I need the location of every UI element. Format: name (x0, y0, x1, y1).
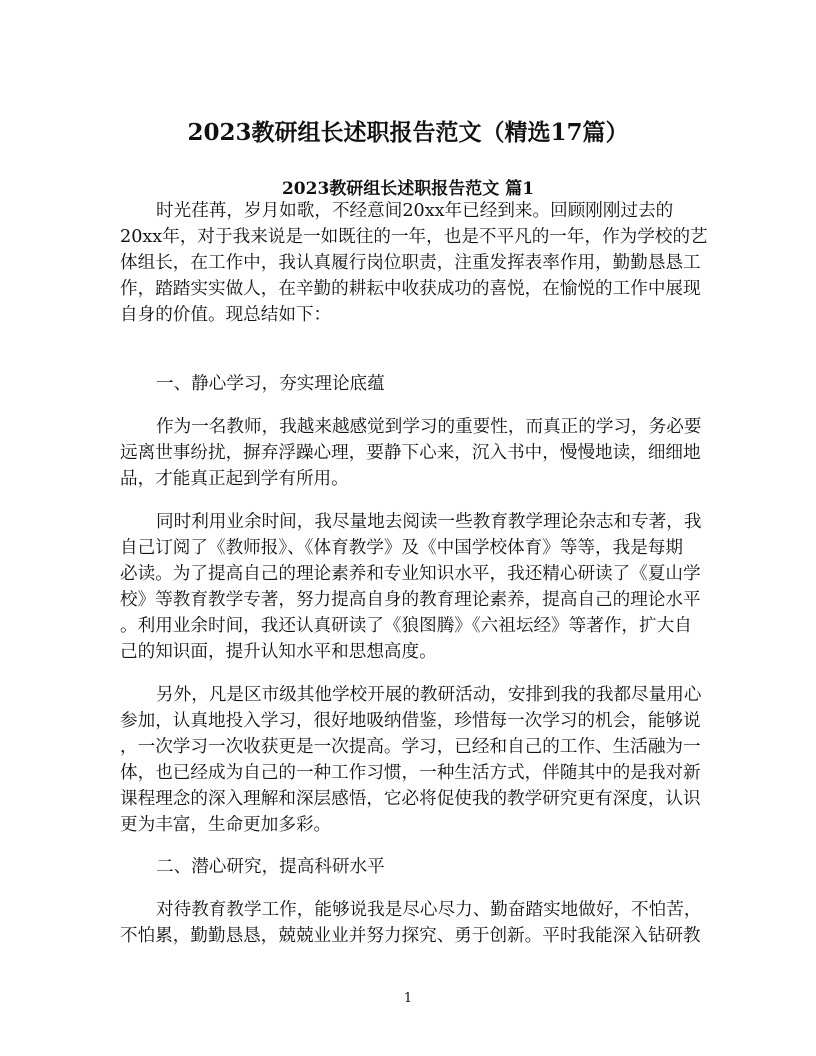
text-line: 校》等教育教学专著，努力提高自身的教育理论素养，提高自己的理论水平 (120, 590, 701, 610)
text-line: 对待教育教学工作，能够说我是尽心尽力、勤奋踏实地做好，不怕苦， (156, 900, 702, 920)
text-line: 不怕累，勤勤恳恳，兢兢业业并努力探究、勇于创新。平时我能深入钻研教 (120, 926, 701, 946)
text-line: 另外，凡是区市级其他学校开展的教研活动，安排到我的我都尽量用心 (156, 685, 702, 705)
text-line: 远离世事纷扰，摒弃浮躁心理，要静下心来，沉入书中，慢慢地读，细细地 (120, 443, 701, 463)
document-title: 2023教研组长述职报告范文（精选17篇） (187, 119, 629, 146)
heading-2 (120, 854, 710, 880)
text-line: 。利用业余时间，我还认真研读了《狼图腾》《六祖坛经》等著作，扩大自 (120, 616, 692, 636)
text-line: 二、潜心研究，提高科研水平 (156, 857, 385, 877)
text-line: 作，踏踏实实做人，在辛勤的耕耘中收获成功的喜悦，在愉悦的工作中展现 (120, 279, 701, 299)
text-line: 必读。为了提高自己的理论素养和专业知识水平，我还精心研读了《夏山学 (120, 564, 701, 584)
text-line: 自身的价值。现总结如下： (120, 305, 332, 325)
text-line: 更为丰富，生命更加多彩。 (120, 815, 332, 835)
section-title: 2023教研组长述职报告范文 篇1 (281, 179, 535, 199)
text-line: 同时利用业余时间，我尽量地去阅读一些教育教学理论杂志和专著，我 (156, 512, 702, 532)
text-line: 时光荏苒，岁月如歌，不经意间20xx年已经到来。回顾刚刚过去的 (156, 201, 674, 221)
text-line: 体，也已经成为自己的一种工作习惯，一种生活方式，伴随其中的是我对新 (120, 763, 701, 783)
heading-1 (120, 371, 710, 397)
text-line: ，一次学习一次收获更是一次提高。学习，已经和自己的工作、生活融为一 (120, 737, 701, 757)
paragraph-teaching (120, 897, 710, 949)
text-line: 自己订阅了《教师报》、《体育教学》及《中国学校体育》等等，我是每期 (120, 538, 683, 558)
text-line: 品，才能真正起到学有所用。 (120, 469, 349, 489)
paragraph-study (120, 414, 710, 492)
text-line: 20xx年，对于我来说是一如既往的一年，也是不平凡的一年，作为学校的艺 (120, 227, 708, 247)
paragraph-reading (120, 509, 710, 665)
text-line: 课程理念的深入理解和深层感悟，它必将促使我的教学研究更有深度，认识 (120, 789, 701, 809)
paragraph-intro (120, 198, 710, 328)
page-number: 1 (403, 991, 413, 1006)
text-line: 己的知识面，提升认知水平和思想高度。 (120, 642, 437, 662)
text-line: 参加，认真地投入学习，很好地吸纳借鉴，珍惜每一次学习的机会，能够说 (120, 711, 701, 731)
paragraph-activities (120, 682, 710, 838)
text-line: 体组长，在工作中，我认真履行岗位职责，注重发挥表率作用，勤勤恳恳工 (120, 253, 701, 273)
text-line: 作为一名教师，我越来越感觉到学习的重要性，而真正的学习，务必要 (156, 417, 702, 437)
text-line: 一、静心学习，夯实理论底蕴 (156, 374, 385, 394)
